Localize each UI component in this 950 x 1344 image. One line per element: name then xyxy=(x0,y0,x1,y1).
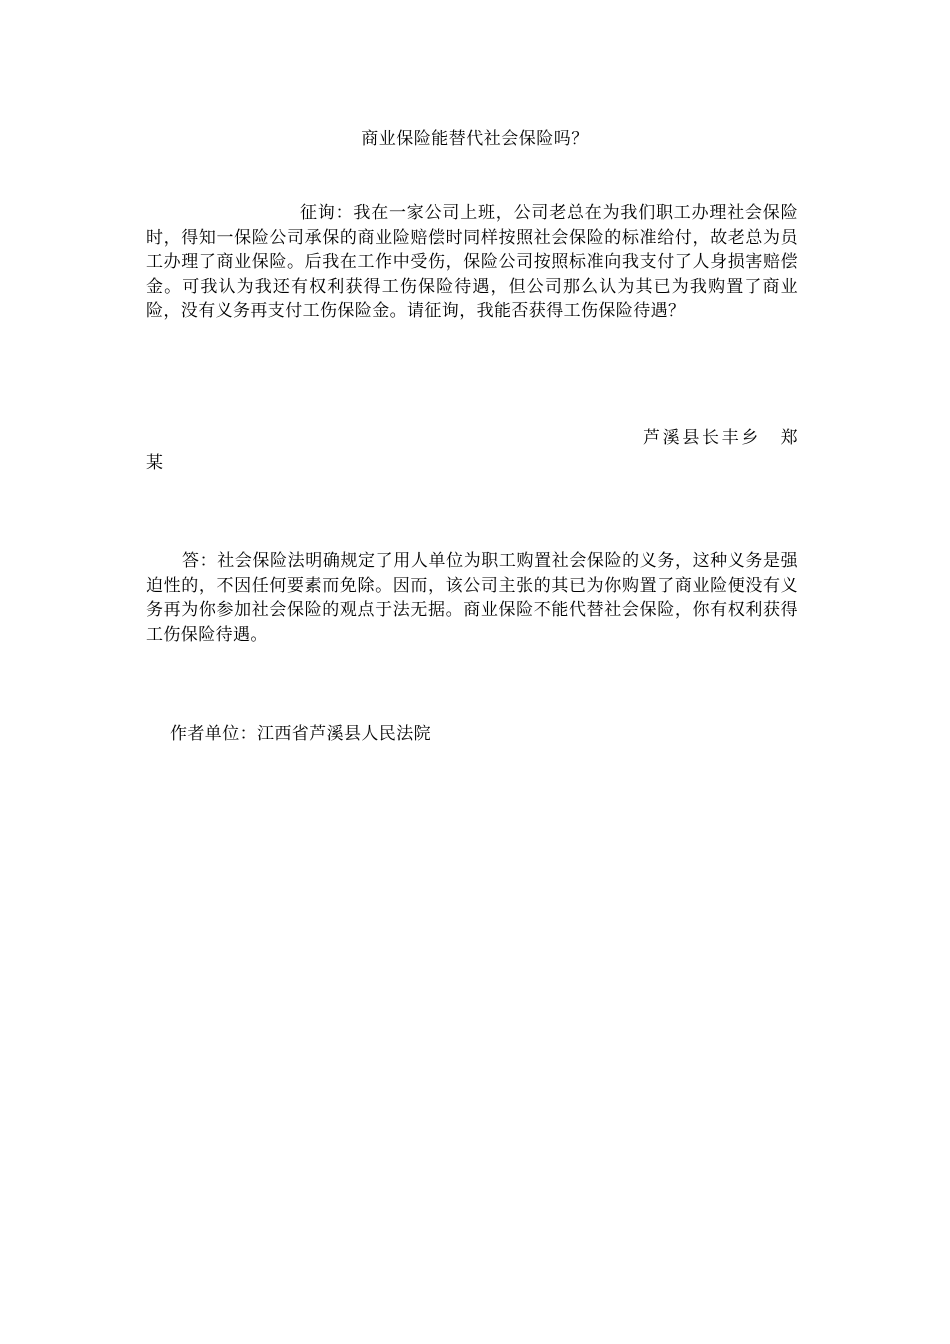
document-title: 商业保险能替代社会保险吗？ xyxy=(361,129,589,149)
signature-line: 芦溪县长丰乡 郑某 xyxy=(146,428,798,473)
answer-paragraph: 答：社会保险法明确规定了用人单位为职工购置社会保险的义务，这种义务是强迫性的，不因任何要素而免除。因而，该公司主张的其已为你购置了商业险便没有义务再为你参加社会保险的观点于法无据。商业保险不能代替社会保险，你有权利获得工伤保险待遇。 xyxy=(146,551,798,645)
question-paragraph: 征询：我在一家公司上班，公司老总在为我们职工办理社会保险时，得知一保险公司承保的商业险赔偿时同样按照社会保险的标准给付，故老总为员工办理了商业保险。后我在工作中受伤，保险公司按照标准向我支付了人身损害赔偿金。可我认为我还有权利获得工伤保险待遇，但公司那么认为其已为我购置了商业险，没有义务再支付工伤保险金。请征询，我能否获得工伤保险待遇？ xyxy=(146,203,798,321)
author-unit: 作者单位：江西省芦溪县人民法院 xyxy=(170,724,431,744)
